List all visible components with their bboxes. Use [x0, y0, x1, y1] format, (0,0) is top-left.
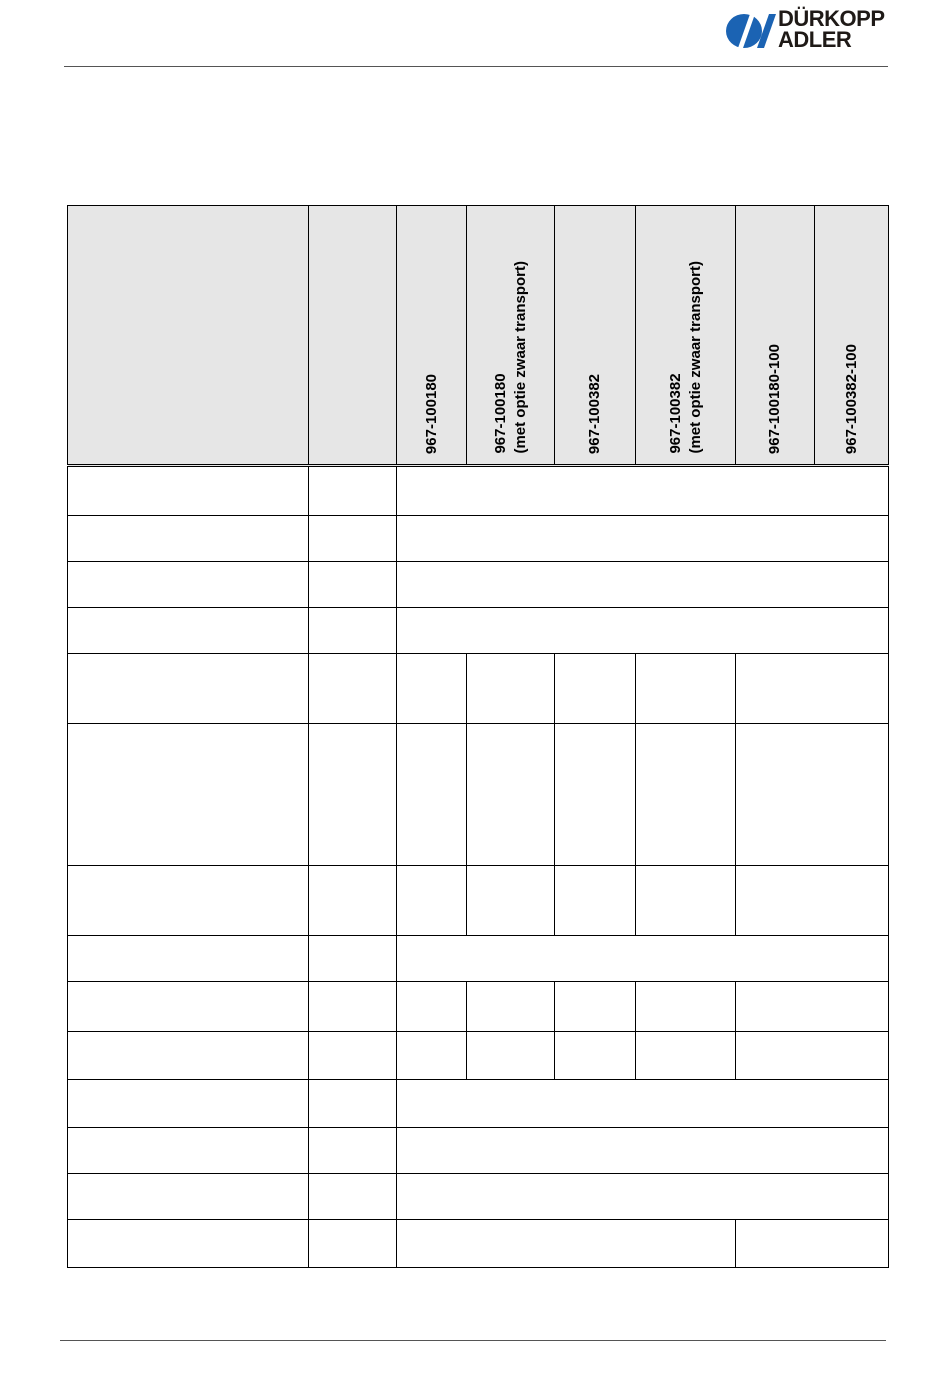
value-cell: [555, 982, 636, 1032]
parameter-cell: [68, 1174, 309, 1220]
header-parameter-cell: [68, 206, 309, 466]
table-row: [68, 936, 889, 982]
value-cell: [397, 1220, 736, 1268]
value-cell: [397, 936, 889, 982]
value-cell: [736, 866, 889, 936]
value-cell: [736, 1032, 889, 1080]
value-cell: [736, 1220, 889, 1268]
parameter-cell: [68, 1128, 309, 1174]
value-cell: [736, 982, 889, 1032]
table-row: [68, 982, 889, 1032]
table-row: [68, 1174, 889, 1220]
value-cell: [555, 724, 636, 866]
header-rule: [64, 66, 888, 67]
column-label: 967-100382: [586, 373, 603, 454]
parameter-cell: [68, 1080, 309, 1128]
value-cell: [636, 866, 736, 936]
column-header: [636, 206, 736, 466]
column-header: [555, 206, 636, 466]
parameter-cell: [68, 866, 309, 936]
table-row: [68, 466, 889, 516]
value-cell: [736, 654, 889, 724]
parameter-cell: [68, 1220, 309, 1268]
value-cell: [467, 724, 555, 866]
table-row: [68, 654, 889, 724]
header-row: [68, 206, 889, 466]
value-cell: [636, 654, 736, 724]
table-row: [68, 1080, 889, 1128]
parameter-cell: [68, 562, 309, 608]
value-cell: [397, 724, 467, 866]
parameter-cell: [68, 466, 309, 516]
logo-mark-icon: [724, 8, 776, 52]
value-cell: [397, 866, 467, 936]
value-cell: [467, 654, 555, 724]
unit-cell: [309, 608, 397, 654]
column-header: [397, 206, 467, 466]
column-label: 967-100382-100: [842, 343, 860, 454]
unit-cell: [309, 516, 397, 562]
unit-cell: [309, 1174, 397, 1220]
value-cell: [397, 608, 889, 654]
value-cell: [397, 1174, 889, 1220]
table-row: [68, 1128, 889, 1174]
column-label: 967-100180-100: [766, 343, 783, 454]
unit-cell: [309, 466, 397, 516]
column-header: [736, 206, 815, 466]
brand-line-1: DÜRKOPP: [778, 6, 885, 31]
value-cell: [467, 982, 555, 1032]
unit-cell: [309, 1080, 397, 1128]
value-cell: [397, 654, 467, 724]
table-row: [68, 724, 889, 866]
parameter-cell: [68, 982, 309, 1032]
value-cell: [636, 1032, 736, 1080]
table-row: [68, 562, 889, 608]
footer-rule: [60, 1340, 886, 1341]
value-cell: [467, 1032, 555, 1080]
table-row: [68, 866, 889, 936]
value-cell: [555, 654, 636, 724]
column-sublabel: (met optie zwaar transport): [511, 261, 529, 454]
value-cell: [736, 724, 889, 866]
column-label: 967-100180: [422, 373, 440, 454]
value-cell: [636, 982, 736, 1032]
value-cell: [397, 516, 889, 562]
value-cell: [555, 866, 636, 936]
value-cell: [397, 982, 467, 1032]
table-row: [68, 516, 889, 562]
value-cell: [555, 1032, 636, 1080]
value-cell: [397, 466, 889, 516]
unit-cell: [309, 654, 397, 724]
column-header: [467, 206, 555, 466]
unit-cell: [309, 1220, 397, 1268]
unit-cell: [309, 562, 397, 608]
header-unit-cell: [309, 206, 397, 466]
value-cell: [397, 1032, 467, 1080]
column-label: 967-100382: [666, 373, 684, 454]
parameter-cell: [68, 724, 309, 866]
unit-cell: [309, 724, 397, 866]
table-row: [68, 608, 889, 654]
parameter-cell: [68, 654, 309, 724]
table-row: [68, 1220, 889, 1268]
unit-cell: [309, 866, 397, 936]
table-row: [68, 1032, 889, 1080]
unit-cell: [309, 1128, 397, 1174]
spec-table: [67, 205, 889, 1268]
unit-cell: [309, 982, 397, 1032]
value-cell: [397, 1128, 889, 1174]
brand-logo: [724, 8, 894, 52]
column-sublabel: (met optie zwaar transport): [686, 261, 704, 454]
value-cell: [397, 1080, 889, 1128]
parameter-cell: [68, 608, 309, 654]
value-cell: [397, 562, 889, 608]
unit-cell: [309, 1032, 397, 1080]
brand-line-2: ADLER: [778, 27, 852, 52]
parameter-cell: [68, 516, 309, 562]
column-label: 967-100180: [491, 373, 509, 454]
column-header: [815, 206, 889, 466]
value-cell: [467, 866, 555, 936]
table-body: [68, 466, 889, 1268]
parameter-cell: [68, 1032, 309, 1080]
parameter-cell: [68, 936, 309, 982]
unit-cell: [309, 936, 397, 982]
value-cell: [636, 724, 736, 866]
